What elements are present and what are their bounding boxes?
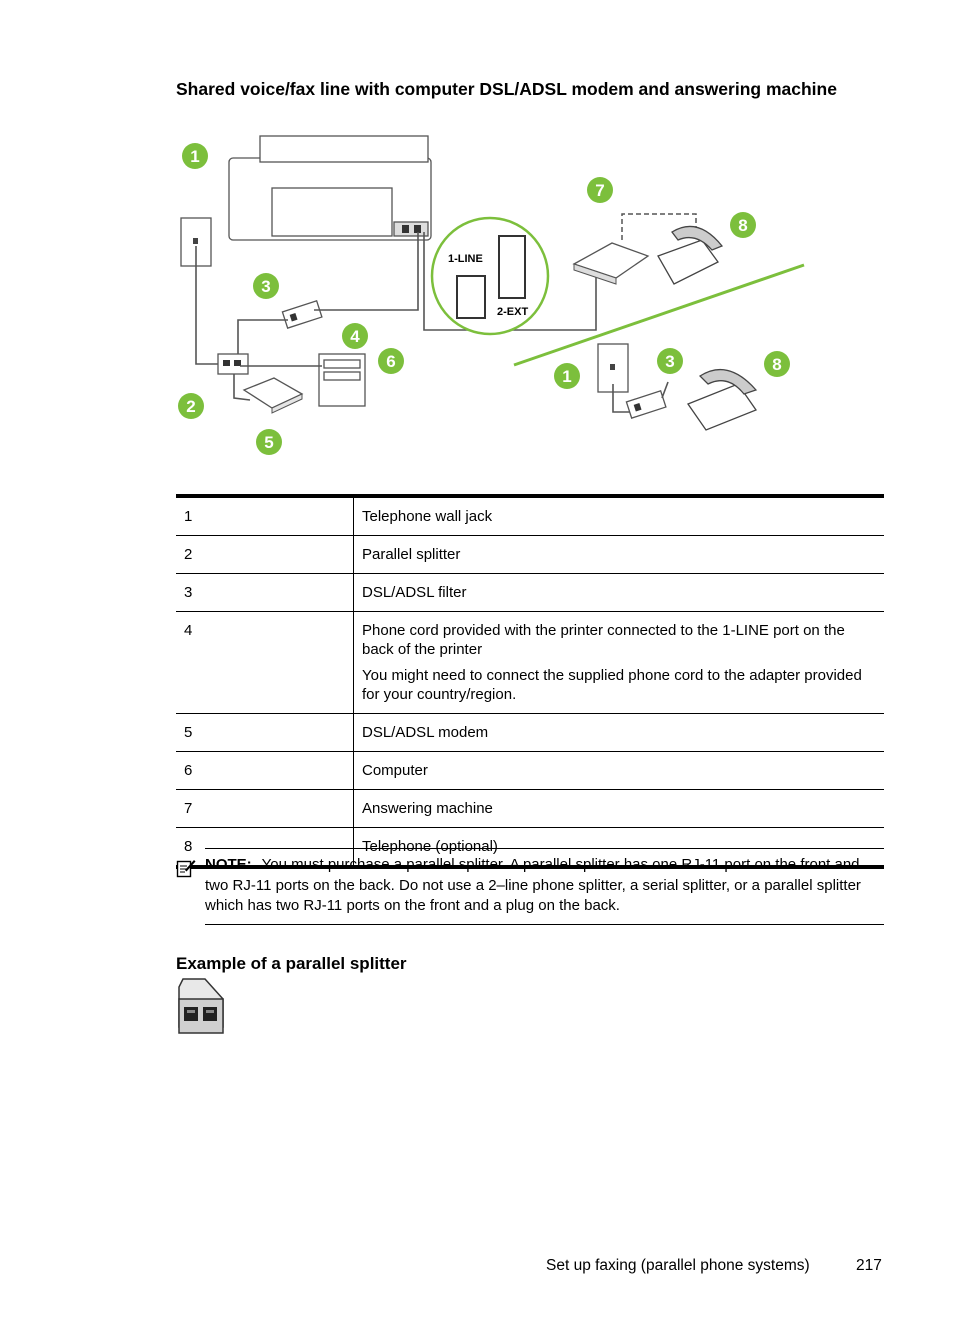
ext-port-plug <box>499 236 525 298</box>
line-port-plug <box>457 276 485 318</box>
svg-text:1: 1 <box>190 147 200 166</box>
page-number: 217 <box>856 1257 882 1274</box>
table-row: 7 Answering machine <box>176 790 884 828</box>
telephone-icon-2 <box>688 370 756 430</box>
svg-text:7: 7 <box>595 181 605 200</box>
callout-1 <box>182 143 208 169</box>
subheading: Example of a parallel splitter <box>176 954 407 973</box>
parallel-splitter-icon <box>218 354 248 374</box>
svg-text:3: 3 <box>261 277 271 296</box>
callout-3-second <box>657 348 683 374</box>
callout-5 <box>256 429 282 455</box>
port-zoom-circle <box>432 218 548 334</box>
dsl-filter-icon <box>282 301 321 328</box>
callout-6 <box>378 348 404 374</box>
table-row: 1 Telephone wall jack <box>176 496 884 536</box>
svg-text:5: 5 <box>264 433 274 452</box>
footer-section-title: Set up faxing (parallel phone systems) <box>546 1257 810 1274</box>
printer-port-line <box>414 225 421 233</box>
callout-8-second <box>764 351 790 377</box>
callout-8 <box>730 212 756 238</box>
dsl-filter-icon-2 <box>626 391 665 418</box>
connection-diagram <box>172 128 812 463</box>
table-row: 4 Phone cord provided with the printer connected to the 1-LINE port on the back of the printer You might need to connect the supplied phone cord to the adapter provided for your country/region. <box>176 612 884 714</box>
svg-text:8: 8 <box>738 216 748 235</box>
callout-4 <box>342 323 368 349</box>
note-text: You must purchase a parallel splitter. A parallel splitter has one RJ-11 port on the front and two RJ-11 ports on the back. Do not use a 2–line phone splitter, a serial splitter, or a parallel splitter which has two RJ-11 ports on the front and a plug on the back. <box>205 856 861 914</box>
divider-line <box>514 265 804 365</box>
callout-2 <box>178 393 204 419</box>
port-label-line: 1-LINE <box>448 253 483 265</box>
section-heading: Shared voice/fax line with computer DSL/ADSL modem and answering machine <box>176 79 837 99</box>
telephone-icon <box>658 226 722 284</box>
port-label-ext: 2-EXT <box>497 306 529 318</box>
svg-text:6: 6 <box>386 352 396 371</box>
note-block <box>205 848 884 925</box>
svg-text:4: 4 <box>350 327 360 346</box>
legend-table <box>176 494 884 869</box>
computer-icon <box>319 354 365 406</box>
printer-port-ext <box>402 225 409 233</box>
note-icon <box>176 858 196 878</box>
callout-1-second <box>554 363 580 389</box>
table-row: 3 DSL/ADSL filter <box>176 574 884 612</box>
callout-7 <box>587 177 613 203</box>
callout-3 <box>253 273 279 299</box>
table-row: 2 Parallel splitter <box>176 536 884 574</box>
table-row: 6 Computer <box>176 752 884 790</box>
svg-text:3: 3 <box>665 352 675 371</box>
svg-text:1: 1 <box>562 367 572 386</box>
note-label: NOTE: <box>205 856 252 873</box>
table-row: 8 Telephone (optional) <box>176 828 884 868</box>
parallel-splitter-image <box>175 977 227 1035</box>
table-row: 5 DSL/ADSL modem <box>176 714 884 752</box>
svg-text:2: 2 <box>186 397 196 416</box>
svg-text:8: 8 <box>772 355 782 374</box>
printer-illustration <box>229 136 431 240</box>
